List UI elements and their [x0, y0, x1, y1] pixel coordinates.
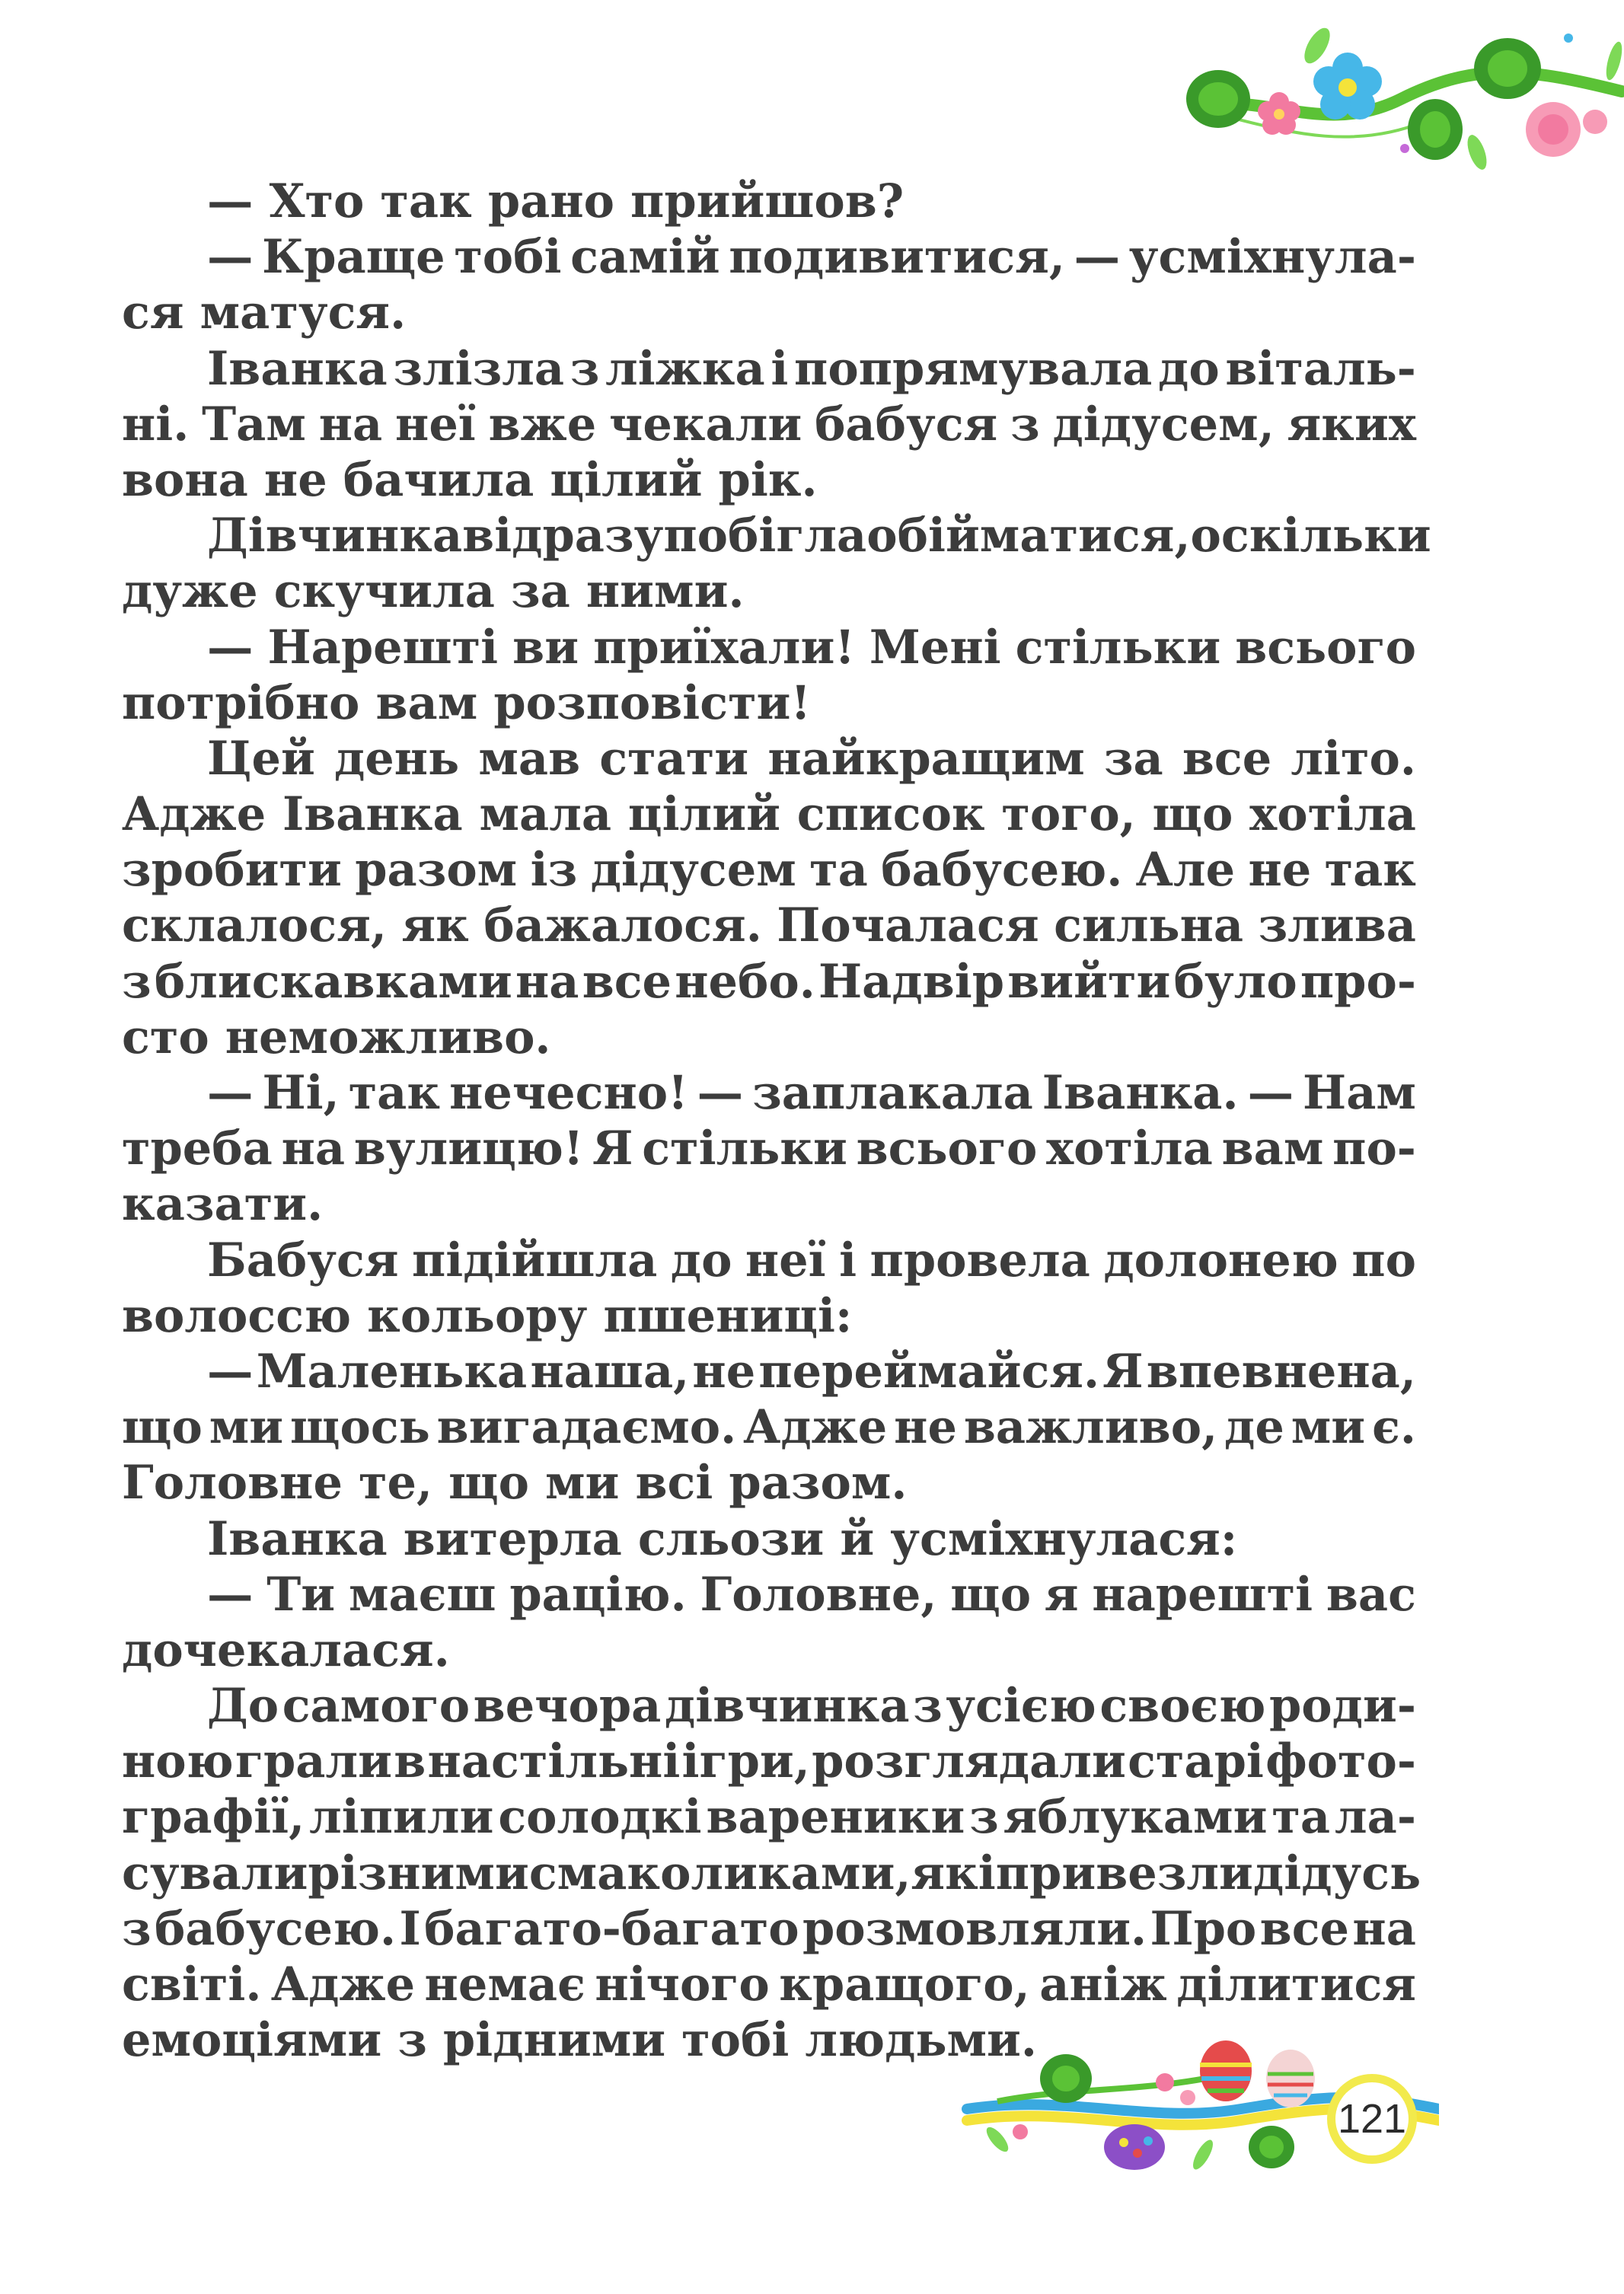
text-line: — Нарешті ви приїхали! Мені стільки всього — [207, 620, 1416, 675]
text-line: зробити разом із дідусем та бабусею. Але не так — [122, 843, 1416, 898]
text-line: світі. Адже немає нічого кращого, аніж ділитися — [122, 1957, 1416, 2012]
text-line: ні. Там на неї вже чекали бабуся з дідусем, яких — [122, 397, 1416, 451]
text-line: що ми щось вигадаємо. Адже не важливо, де ми є. — [122, 1400, 1416, 1455]
text-line: сто неможливо. — [122, 1010, 551, 1064]
text-line: емоціями з рідними тобі людьми. — [122, 2013, 1037, 2068]
text-line: — Ти маєш рацію. Головне, що я нарешті вас — [207, 1567, 1416, 1622]
text-line: До самого вечора дівчинка з усією своєю роди- — [207, 1679, 1416, 1734]
text-line: графії, ліпили солодкі вареники з яблуками та ла- — [122, 1790, 1416, 1845]
flower-vine-ornament — [1173, 15, 1624, 183]
page-number: 121 — [1335, 2082, 1409, 2155]
text-line: дочекалася. — [122, 1622, 450, 1677]
story-text — [122, 174, 1431, 2068]
text-line: потрібно вам розповісти! — [122, 675, 811, 730]
text-line: Іванка витерла сльози й усміхнулася: — [207, 1511, 1238, 1566]
text-line: — Маленька наша, не переймайся. Я впевнена, — [207, 1344, 1416, 1399]
text-line: Цей день мав стати найкращим за все літо. — [207, 731, 1416, 786]
text-line: Головне те, що ми всі разом. — [122, 1456, 908, 1511]
text-line: треба на вулицю! Я стільки всього хотіла вам по- — [122, 1121, 1416, 1176]
text-line: волоссю кольору пшениці: — [122, 1288, 853, 1343]
text-line: з бабусею. І багато-багато розмовляли. Про все на — [122, 1901, 1416, 1956]
text-line: склалося, як бажалося. Почалася сильна злива — [122, 898, 1416, 953]
text-line: з блискавками на все небо. Надвір вийти було про- — [122, 954, 1416, 1009]
page-number-badge — [1327, 2074, 1417, 2164]
text-line: — Краще тобі самій подивитися, — усміхнула- — [207, 230, 1416, 285]
text-line: Дівчинка відразу побігла обійматися, оскільки — [207, 509, 1431, 563]
text-line: вона не бачила цілий рік. — [122, 452, 818, 507]
text-line: Іванка злізла з ліжка і попрямувала до віталь- — [207, 341, 1416, 396]
text-line: — Ні, так нечесно! — заплакала Іванка. — Нам — [207, 1066, 1416, 1120]
text-line: ною грали в настільні ігри, розглядали старі фото- — [122, 1734, 1416, 1789]
text-line: казати. — [122, 1177, 324, 1232]
text-line: сували різними смаколиками, які привезли дідусь — [122, 1846, 1421, 1900]
text-line: Адже Іванка мала цілий список того, що хотіла — [122, 787, 1416, 842]
text-line: дуже скучила за ними. — [122, 564, 745, 619]
text-line: — Хто так рано прийшов? — [207, 174, 905, 228]
text-line: Бабуся підійшла до неї і провела долонею по — [207, 1233, 1416, 1287]
text-line: ся матуся. — [122, 286, 407, 340]
